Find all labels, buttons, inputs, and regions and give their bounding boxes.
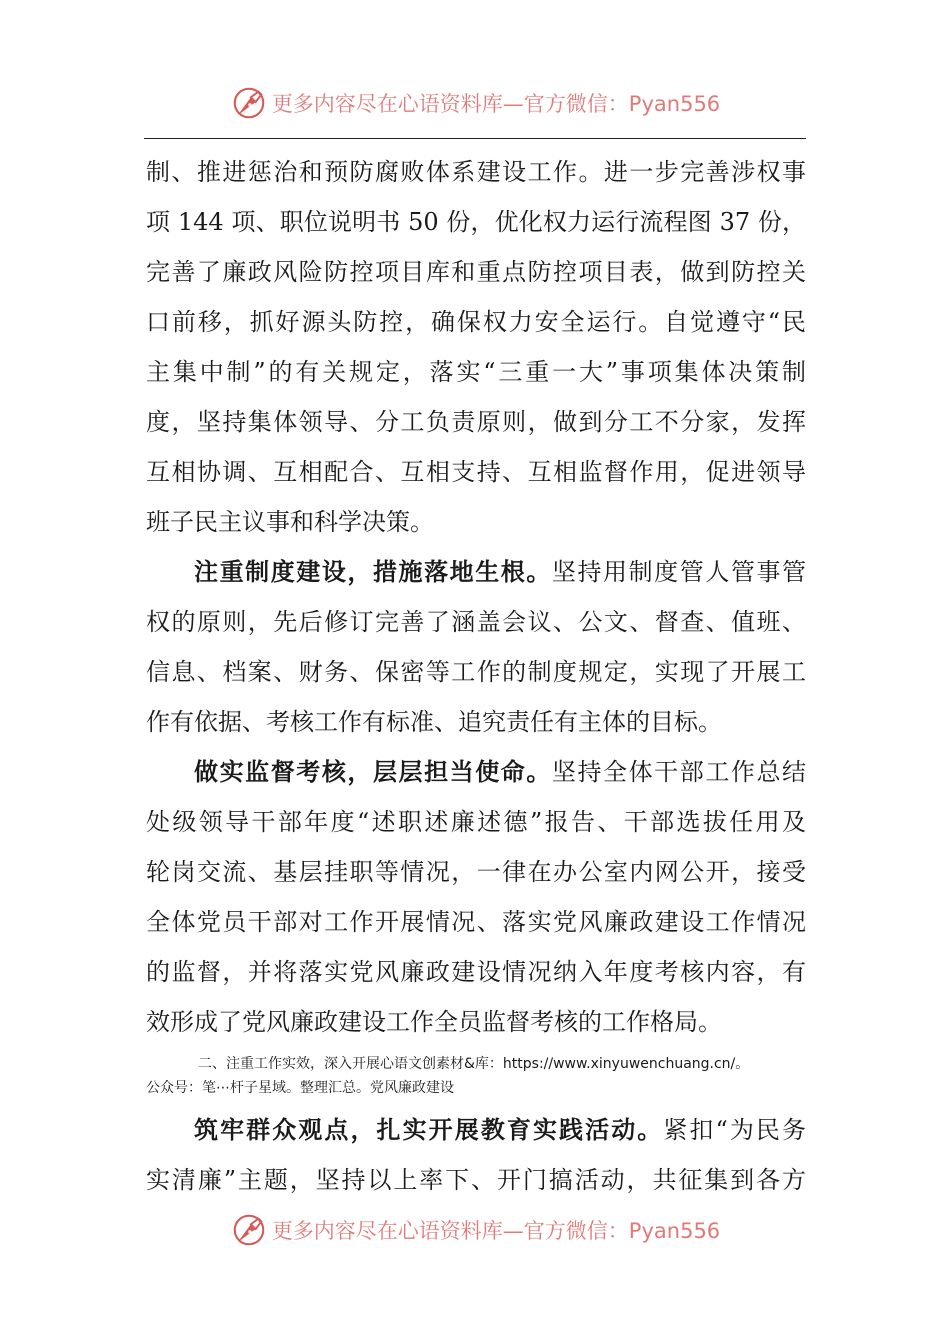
text-line: 班子民主议事和科学决策。 [146,508,434,536]
paragraph-heading: 筑牢群众观点，扎实开展教育实践活动。 [194,1115,664,1144]
header-banner [0,80,950,126]
paragraph-first-line [146,747,806,797]
paragraph-first-line [146,547,806,597]
text-line: 项 144 项、职位说明书 50 份，优化权力运行流程图 37 份， [146,208,806,236]
paragraph-text: 紧扣“为民务 [663,1116,806,1144]
text-line: 制、推进惩治和预防腐败体系建设工作。进一步完善涉权事 [146,158,806,186]
pen-nib-logo-icon [230,84,268,122]
document-body [146,147,806,1205]
paragraph-text: 坚持全体干部工作总结 [551,758,806,786]
text-line: 的监督，并将落实党风廉政建设情况纳入年度考核内容，有 [146,958,806,986]
source-note [146,1047,806,1105]
text-line: 主集中制”的有关规定，落实“三重一大”事项集体决策制 [146,358,806,386]
text-line: 作有依据、考核工作有标准、追究责任有主体的目标。 [146,708,722,736]
banner-text: 更多内容尽在心语资料库—官方微信：Pyan556 [271,1219,721,1243]
paragraph-heading: 注重制度建设，措施落地生根。 [194,557,552,586]
header-rule [144,138,806,139]
text-line: 权的原则，先后修订完善了涵盖会议、公文、督查、值班、 [146,608,806,636]
banner-text: 更多内容尽在心语资料库—官方微信：Pyan556 [271,92,721,116]
text-line: 处级领导干部年度“述职述廉述德”报告、干部选拔任用及 [146,808,806,836]
text-line: 信息、档案、财务、保密等工作的制度规定，实现了开展工 [146,658,806,686]
text-line: 口前移，抓好源头防控，确保权力安全运行。自觉遵守“民 [146,308,806,336]
paragraph-text: 坚持用制度管人管事管 [551,558,806,586]
text-line: 互相协调、互相配合、互相支持、互相监督作用，促进领导 [146,458,806,486]
note-line: 二、注重工作实效，深入开展心语文创素材&库：https://www.xinyuwenchuang.cn/。 [198,1056,750,1072]
footer-banner [0,1207,950,1253]
text-line: 效形成了党风廉政建设工作全员监督考核的工作格局。 [146,1008,722,1036]
pen-nib-logo-icon [230,1211,268,1249]
paragraph-heading: 做实监督考核，层层担当使命。 [194,757,552,786]
text-line: 全体党员干部对工作开展情况、落实党风廉政建设工作情况 [146,908,806,936]
text-line: 完善了廉政风险防控项目库和重点防控项目表，做到防控关 [146,258,806,286]
note-line: 公众号：笔⋯杆子星域。整理汇总。党风廉政建设 [146,1080,454,1096]
text-line: 度，坚持集体领导、分工负责原则，做到分工不分家，发挥 [146,408,806,436]
paragraph-first-line [146,1105,806,1155]
text-line: 轮岗交流、基层挂职等情况，一律在办公室内网公开，接受 [146,858,806,886]
text-line: 实清廉”主题，坚持以上率下、开门搞活动，共征集到各方 [146,1166,806,1194]
